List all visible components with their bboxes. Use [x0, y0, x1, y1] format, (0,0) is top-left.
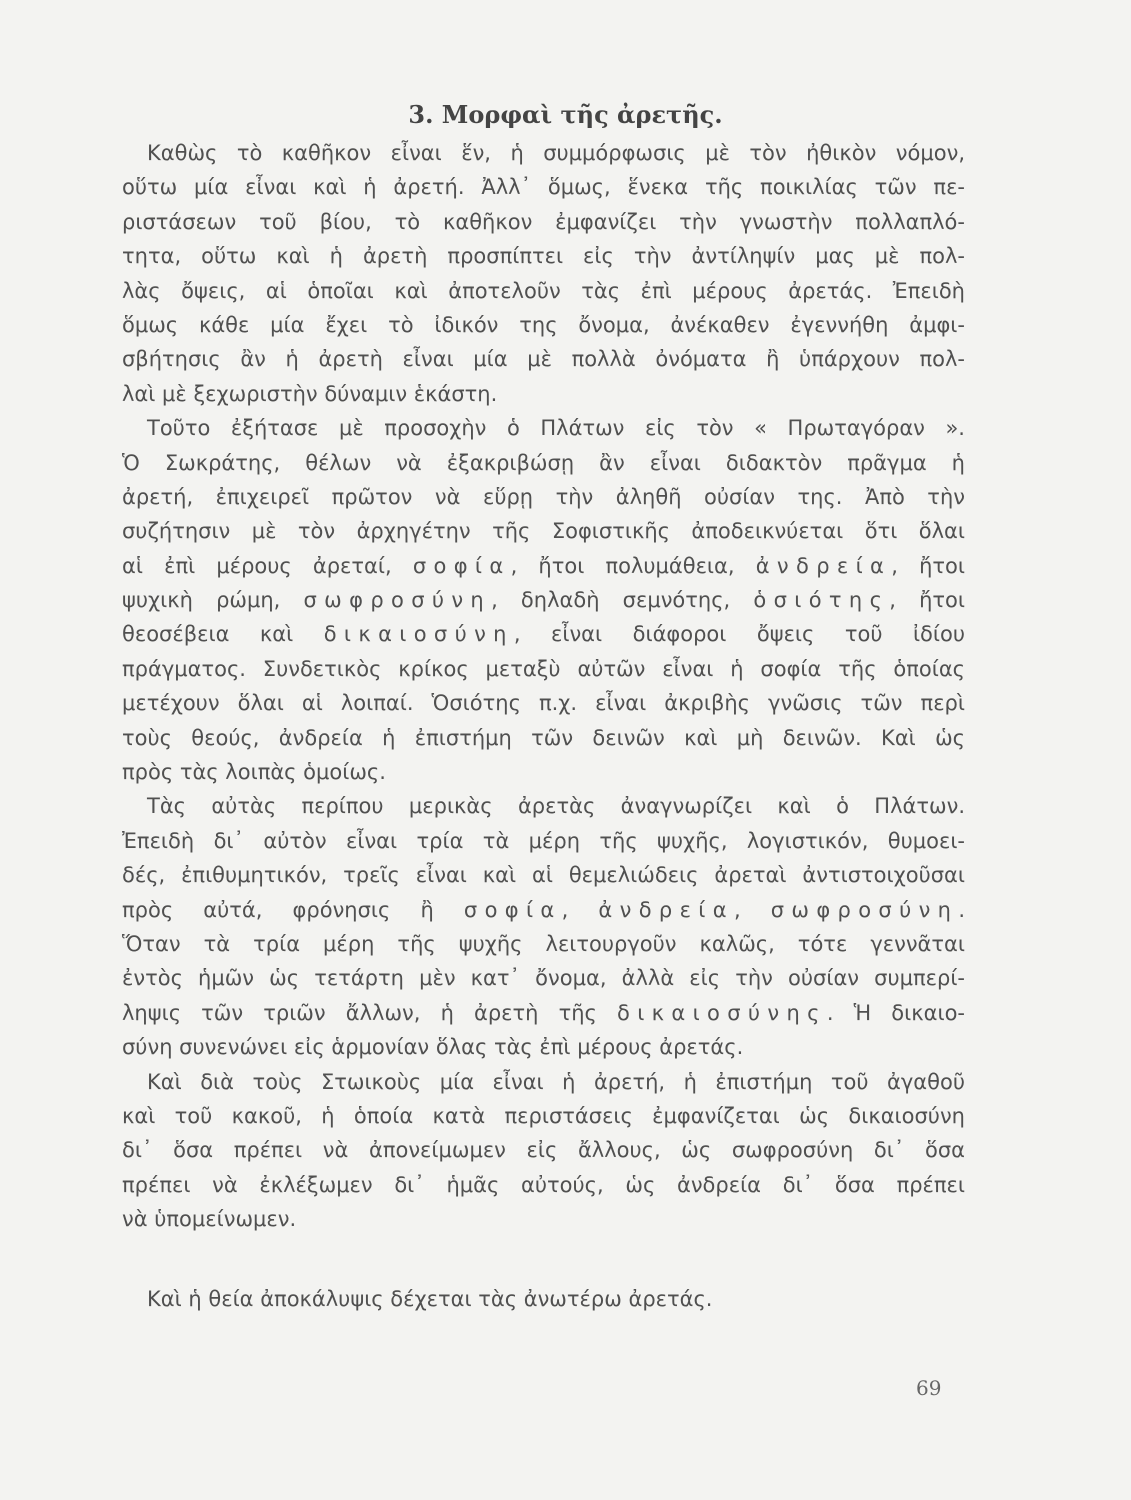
text-line	[122, 652, 965, 686]
text-segment: ἀρετή, ἐπιχειρεῖ πρῶτον νὰ εὕρῃ τὴν ἀληθῆ οὐσίαν της. Ἀπὸ τὴν	[122, 484, 965, 509]
text-line	[122, 205, 965, 239]
text-segment: Τὰς αὐτὰς περίπου μερικὰς ἀρετὰς ἀναγνωρίζει καὶ ὁ Πλάτων.	[147, 794, 965, 819]
text-segment: ληψις τῶν τριῶν ἄλλων, ἡ ἀρετὴ τῆς	[122, 1000, 618, 1025]
text-segment: θεοσέβεια καὶ	[122, 622, 324, 647]
text-segment: ἐντὸς ἡμῶν ὡς τετάρτη μὲν κατ᾽ ὄνομα, ἀλλὰ εἰς τὴν οὐσίαν συμπερί-	[122, 966, 965, 991]
text-segment: σβήτησις ἂν ἡ ἀρετὴ εἶναι μία μὲ πολλὰ ὀνόματα ἢ ὑπάρχουν πολ-	[122, 347, 965, 372]
text-segment: πρὸς τὰς λοιπὰς ὁμοίως.	[122, 760, 386, 785]
spaced-emphasis-word: σοφία	[463, 897, 562, 922]
text-line	[122, 308, 965, 342]
text-line	[122, 961, 965, 995]
text-segment: ὅμως κάθε μία ἔχει τὸ ἰδικόν της ὄνομα, ἀνέκαθεν ἐγεννήθη ἀμφι-	[122, 312, 965, 337]
text-segment: , εἶναι διάφοροι ὄψεις τοῦ ἰδίου	[513, 622, 966, 647]
spaced-emphasis-word: δικαιοσύνη	[323, 622, 514, 647]
text-line	[122, 342, 965, 376]
text-segment: καὶ τοῦ κακοῦ, ἡ ὁποία κατὰ περιστάσεις ἐμφανίζεται ὡς δικαιοσύνη	[122, 1103, 965, 1128]
text-line	[122, 996, 965, 1030]
text-segment: , ἤτοι	[891, 553, 965, 578]
text-segment: Ἐπειδὴ δι᾽ αὐτὸν εἶναι τρία τὰ μέρη τῆς ψυχῆς, λογιστικόν, θυμοει-	[122, 828, 965, 853]
text-line	[122, 927, 965, 961]
text-segment: Καὶ διὰ τοὺς Στωικοὺς μία εἶναι ἡ ἀρετή, ἡ ἐπιστήμη τοῦ ἀγαθοῦ	[147, 1069, 965, 1094]
text-segment: Ὅταν τὰ τρία μέρη τῆς ψυχῆς λειτουργοῦν καλῶς, τότε γεννᾶται	[122, 931, 965, 956]
text-line	[122, 755, 965, 789]
text-line	[122, 239, 965, 273]
spaced-emphasis-word: ἀνδρεία	[598, 897, 734, 922]
text-line	[122, 514, 965, 548]
text-segment: συζήτησιν μὲ τὸν ἀρχηγέτην τῆς Σοφιστικῆς ἀποδεικνύεται ὅτι ὅλαι	[122, 519, 965, 544]
spaced-emphasis-word: σωφροσύνη	[303, 588, 492, 613]
page-number: 69	[916, 1376, 942, 1400]
text-segment: ριστάσεων τοῦ βίου, τὸ καθῆκον ἐμφανίζει τὴν γνωστὴν πολλαπλό-	[122, 209, 965, 234]
text-segment: αἱ ἐπὶ μέρους ἀρεταί,	[122, 553, 413, 578]
text-line	[122, 858, 965, 892]
text-line	[122, 136, 965, 170]
text-segment: νὰ ὑπομείνωμεν.	[122, 1207, 297, 1232]
text-line	[122, 1099, 965, 1133]
spaced-emphasis-word: ὁσιότης	[753, 588, 890, 613]
text-segment: , δηλαδὴ σεμνότης,	[491, 588, 754, 613]
text-line	[122, 411, 965, 445]
paragraph	[122, 789, 965, 1064]
spaced-emphasis-word: σωφροσύνη	[770, 897, 959, 922]
text-segment: ,	[733, 897, 771, 922]
text-segment: ψυχικὴ ρώμη,	[122, 588, 304, 613]
text-line	[122, 446, 965, 480]
text-segment: πράγματος. Συνδετικὸς κρίκος μεταξὺ αὐτῶν εἶναι ἡ σοφία τῆς ὁποίας	[122, 656, 965, 681]
text-segment: , ἤτοι πολυμάθεια,	[510, 553, 756, 578]
text-segment: ,	[561, 897, 599, 922]
text-line	[122, 274, 965, 308]
text-line	[122, 583, 965, 617]
spaced-emphasis-word: σοφία	[412, 553, 511, 578]
text-segment: σύνη συνενώνει εἰς ἁρμονίαν ὅλας τὰς ἐπὶ μέρους ἀρετάς.	[122, 1035, 744, 1060]
text-segment: μετέχουν ὅλαι αἱ λοιπαί. Ὁσιότης π.χ. εἶναι ἀκριβὴς γνῶσις τῶν περὶ	[122, 691, 965, 716]
spaced-emphasis-word: δικαιοσύνης	[617, 1000, 827, 1025]
text-segment: .	[958, 897, 965, 922]
text-line	[122, 1065, 965, 1099]
text-segment: Τοῦτο ἐξήτασε μὲ προσοχὴν ὁ Πλάτων εἰς τὸν « Πρωταγόραν ».	[147, 416, 965, 441]
text-line	[122, 789, 965, 823]
text-segment: . Ἡ δικαιο-	[826, 1000, 966, 1025]
paragraph	[122, 411, 965, 789]
text-line	[122, 1133, 965, 1167]
spaced-emphasis-word: ἀνδρεία	[755, 553, 892, 578]
text-segment: οὕτω μία εἶναι καὶ ἡ ἀρετή. Ἀλλ᾽ ὅμως, ἕνεκα τῆς ποικιλίας τῶν πε-	[122, 175, 965, 200]
text-segment: λαὶ μὲ ξεχωριστὴν δύναμιν ἑκάστη.	[122, 381, 498, 406]
spacer	[122, 1237, 965, 1282]
text-segment: , ἤτοι	[889, 588, 965, 613]
text-segment: λὰς ὄψεις, αἱ ὁποῖαι καὶ ἀποτελοῦν τὰς ἐπὶ μέρους ἀρετάς. Ἐπειδὴ	[122, 278, 965, 303]
section-title: 3. Μορφαὶ τῆς ἀρετῆς.	[408, 100, 723, 129]
text-segment: Ὁ Σωκράτης, θέλων νὰ ἐξακριβώσῃ ἂν εἶναι διδακτὸν πρᾶγμα ἡ	[122, 450, 965, 475]
body-text	[122, 136, 965, 1316]
text-line	[122, 1168, 965, 1202]
text-line	[122, 617, 965, 651]
text-line	[122, 549, 965, 583]
text-line	[122, 686, 965, 720]
paragraph	[122, 1065, 965, 1237]
text-segment: πρὸς αὐτά, φρόνησις ἢ	[122, 897, 464, 922]
text-line	[122, 377, 965, 411]
text-line	[122, 170, 965, 204]
text-segment: δές, ἐπιθυμητικόν, τρεῖς εἶναι καὶ αἱ θεμελιώδεις ἀρεταὶ ἀντιστοιχοῦσαι	[122, 863, 965, 888]
text-segment: πρέπει νὰ ἐκλέξωμεν δι᾽ ἡμᾶς αὐτούς, ὡς ἀνδρεία δι᾽ ὅσα πρέπει	[122, 1172, 965, 1197]
closing-sentence: Καὶ ἡ θεία ἀποκάλυψις δέχεται τὰς ἀνωτέρω ἀρετάς.	[147, 1286, 713, 1311]
text-line	[122, 480, 965, 514]
text-line	[122, 824, 965, 858]
text-line	[122, 893, 965, 927]
text-line	[122, 1202, 965, 1236]
text-line	[122, 721, 965, 755]
text-segment: τητα, οὕτω καὶ ἡ ἀρετὴ προσπίπτει εἰς τὴν ἀντίληψίν μας μὲ πολ-	[122, 244, 965, 269]
text-segment: δι᾽ ὅσα πρέπει νὰ ἀπονείμωμεν εἰς ἄλλους, ὡς σωφροσύνη δι᾽ ὅσα	[122, 1138, 965, 1163]
text-segment: τοὺς θεούς, ἀνδρεία ἡ ἐπιστήμη τῶν δεινῶν καὶ μὴ δεινῶν. Καὶ ὡς	[122, 725, 965, 750]
text-segment: Καθὼς τὸ καθῆκον εἶναι ἕν, ἡ συμμόρφωσις μὲ τὸν ἠθικὸν νόμον,	[147, 141, 965, 165]
text-line	[122, 1030, 965, 1064]
paragraph	[122, 136, 965, 411]
